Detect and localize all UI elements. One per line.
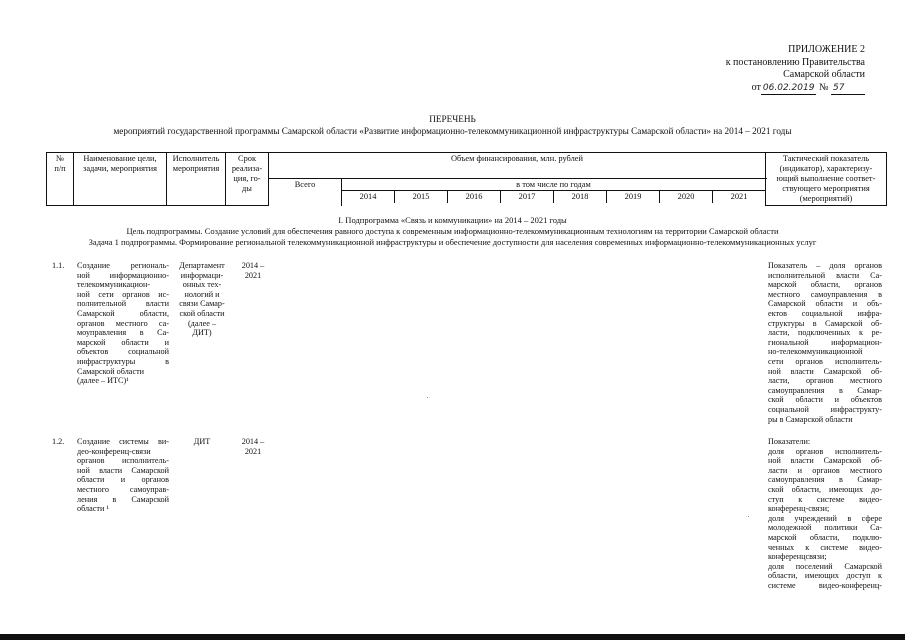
line: Департамент [179, 261, 225, 270]
year-2015: 2015 [395, 191, 448, 203]
row-1-1-term [234, 261, 272, 280]
col-name: Наименование цели, задачи, мероприятия [74, 153, 167, 206]
appendix-block [685, 44, 865, 95]
col-term: Срок реализа- ция, го- ды [226, 153, 269, 206]
line: самоуправления в Самар- [768, 475, 882, 485]
line: доля поселений Самарской [768, 561, 882, 571]
line: ления в Самарской [77, 494, 169, 504]
year-2020: 2020 [660, 191, 713, 203]
line: органов исполнитель- [77, 456, 169, 466]
line: ченных к системе видео- [768, 542, 882, 552]
line: но-телекоммуникационной [768, 347, 863, 357]
col-executor: Исполнитель мероприятия [167, 153, 226, 206]
line: объектов социальной [77, 347, 169, 357]
line: Самарской области, [77, 308, 169, 318]
line: ской области, имеющих до- [768, 484, 882, 494]
decree-number: 57 [831, 82, 865, 96]
scan-speck [748, 516, 749, 517]
scan-edge-bar [0, 634, 905, 640]
line: телекоммуникацион- [77, 280, 151, 290]
col-num: № п/п [47, 153, 74, 206]
line: структуры в Самарской об- [768, 318, 882, 328]
year-2014: 2014 [342, 191, 395, 203]
row-1-1-indicator [768, 261, 882, 424]
line: органов местного са- [77, 318, 169, 328]
line: моуправления в Са- [77, 328, 169, 338]
line: марской области и [77, 337, 169, 347]
line: део-конференц-связи [77, 446, 151, 456]
row-1-2-term [234, 437, 272, 456]
line: инфраструктуры в [77, 356, 169, 366]
document-title: ПЕРЕЧЕНЬ [429, 114, 476, 124]
row-1-2-name [77, 437, 169, 514]
line: области, имеющих доступ к [768, 571, 882, 581]
appendix-date-line [685, 82, 865, 96]
line: (далее – ИТС)¹ [77, 376, 129, 386]
line: ры в Самарской области [768, 414, 853, 424]
line: конференцсвязи; [768, 552, 827, 562]
line: системе видео-конференц- [768, 580, 882, 590]
line: ной власти Самарской об- [768, 456, 882, 466]
line: связи Самар- [179, 299, 225, 309]
year-2021: 2021 [730, 192, 748, 201]
number-label: № [818, 81, 829, 93]
line: ДИТ) [192, 328, 212, 338]
line: (далее – [187, 318, 217, 328]
line: ной власти Самарской об- [768, 366, 882, 376]
line: ектов социальной инфра- [768, 308, 882, 318]
line: конференц-связи; [768, 504, 830, 514]
appendix-subtitle: к постановлению Правительства [725, 56, 865, 68]
col-total [269, 179, 342, 206]
row-1-2-indicator [768, 437, 882, 591]
line: ской области и объектов [768, 395, 882, 405]
line: нологий и [184, 289, 220, 299]
line: Самарской области [77, 366, 145, 376]
line: области и органов [77, 475, 169, 485]
line: Создание системы ви- [77, 437, 169, 446]
years-row [342, 191, 765, 203]
line: ной власти Самарской [77, 465, 169, 475]
year-2017: 2017 [501, 191, 554, 203]
row-1-2-executor [170, 437, 234, 447]
line: доля учреждений в сфере [768, 513, 882, 523]
line: сети органов исполнитель- [768, 356, 882, 366]
line: ДИТ [193, 437, 211, 446]
row-1-1-name [77, 261, 169, 386]
line: марской области, органов [768, 280, 882, 290]
line: местного самоуправления в [768, 289, 882, 299]
col-funding: Объем финансирования, млн. рублей [269, 153, 766, 179]
line: Показатель – доля органов [768, 261, 882, 270]
document-subtitle: мероприятий государственной программы Самарской области «Развитие информационно-телекоммуникационной инфраструктуры Самарской области» на 2014 – 2021 годы [113, 126, 792, 136]
appendix-title: ПРИЛОЖЕНИЕ 2 [788, 44, 865, 55]
line: ской области [179, 308, 225, 318]
table-header [46, 152, 887, 206]
row-1-2-num: 1.2. [52, 437, 65, 446]
line: информаци- [180, 270, 224, 280]
line: гиональной информацион- [768, 337, 882, 347]
year-2018: 2018 [554, 191, 607, 203]
line: ной информационно- [77, 270, 169, 280]
line: 2014 – [241, 261, 265, 270]
line: 2021 [244, 446, 262, 456]
line: Создание региональ- [77, 261, 169, 270]
line: молодежной политики Са- [768, 523, 882, 533]
line: ласти, подключенных к ре- [768, 328, 882, 338]
line: 2014 – [241, 437, 265, 446]
year-2019: 2019 [607, 191, 660, 203]
line: ступ к системе видео- [768, 494, 882, 504]
line: ной сети органов ис- [77, 289, 169, 299]
row-1-1-executor [170, 261, 234, 338]
line: Показатели: [768, 437, 811, 446]
from-label: от [751, 81, 761, 93]
line: доля органов исполнитель- [768, 446, 882, 456]
subprogram-title: I. Подпрограмма «Связь и коммуникации» на 2014 – 2021 годы [338, 215, 567, 225]
line: полнительной власти [77, 299, 169, 309]
line: самоуправления в Самар- [768, 385, 882, 395]
line: социальной инфраструкту- [768, 404, 882, 414]
line: ласти, органов местного [768, 376, 882, 386]
line: онных тех- [182, 280, 222, 290]
row-1-1-num: 1.1. [52, 261, 65, 270]
line: 2021 [244, 270, 262, 280]
line: местного самоуправ- [77, 484, 169, 494]
decree-date: 06.02.2019 [761, 82, 817, 96]
scan-speck [427, 397, 428, 398]
line: Самарской области и объ- [768, 299, 882, 309]
year-2016: 2016 [448, 191, 501, 203]
col-total-label: Всего [294, 180, 316, 189]
col-indicator: Тактический показатель (индикатор), характеризу- ющий выполнение соответ- ствующего мероприятия (мероприятий) [766, 153, 887, 206]
line: марской области, подклю- [768, 532, 882, 542]
line: области ¹ [77, 504, 109, 514]
col-including: в том числе по годам [342, 179, 765, 191]
col-years-group [342, 179, 766, 206]
appendix-region: Самарской области [783, 69, 865, 80]
subprogram-goal: Цель подпрограммы. Создание условий для обеспечения равного доступа к современным информационно-телекоммуникационным технологиям на территории Самарской области [126, 226, 779, 236]
line: ласти и органов местного [768, 465, 882, 475]
line: исполнительной власти Са- [768, 270, 882, 280]
subprogram-task: Задача 1 подпрограммы. Формирование региональной телекоммуникационной инфраструктуры и обеспечение доступности для населения современных информационно-телекоммуникационных услуг [88, 237, 817, 247]
